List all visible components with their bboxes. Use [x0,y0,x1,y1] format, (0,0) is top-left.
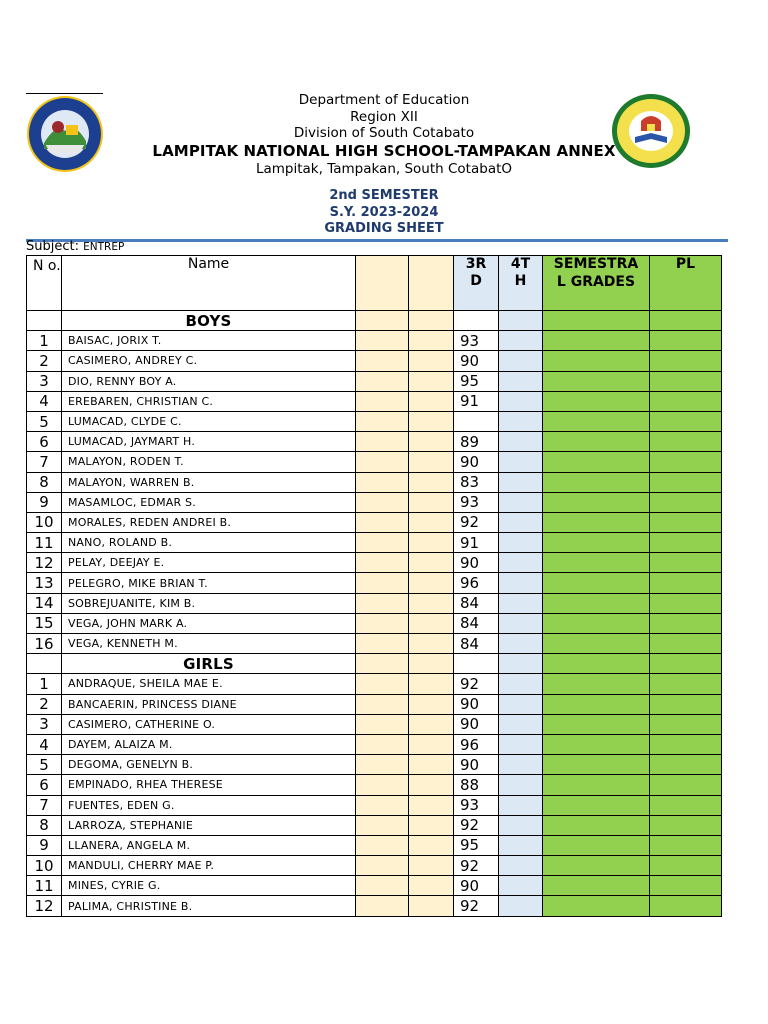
blank-cell [409,674,454,694]
student-name: MORALES, REDEN ANDREI B. [62,512,356,532]
title-rule [26,239,728,242]
blank-cell [409,755,454,775]
table-row [27,694,722,714]
grade-3rd-cell: 88 [454,775,499,795]
semestral-grade-cell [543,492,650,512]
blank-cell [409,573,454,593]
grade-4th-cell [499,452,543,472]
blank-cell [409,654,454,674]
grade-3rd-cell [454,654,499,674]
grade-3rd-cell: 95 [454,835,499,855]
row-number: 5 [27,411,62,431]
blank-cell [356,311,409,331]
semestral-grade-cell [543,835,650,855]
grade-3rd-cell: 90 [454,755,499,775]
region-line: Region XII [350,108,418,125]
blank-cell [409,896,454,916]
grade-4th-cell [499,876,543,896]
student-name: MINES, CYRIE G. [62,876,356,896]
semestral-grade-cell [543,533,650,553]
blank-cell [356,331,409,351]
table-row [27,432,722,452]
grade-3rd-cell: 95 [454,371,499,391]
table-row [27,411,722,431]
grade-4th-cell [499,411,543,431]
semestral-grade-cell [543,411,650,431]
student-name: MANDULI, CHERRY MAE P. [62,856,356,876]
header-pl: PL [650,256,722,311]
blank-cell [356,573,409,593]
student-name: VEGA, JOHN MARK A. [62,613,356,633]
girls-section-row [27,654,722,674]
student-name: BAISAC, JORIX T. [62,331,356,351]
blank-cell [409,734,454,754]
table-row [27,815,722,835]
grade-3rd-cell: 91 [454,391,499,411]
table-row [27,755,722,775]
grade-3rd-cell: 92 [454,674,499,694]
grade-3rd-cell: 92 [454,512,499,532]
semestral-grade-cell [543,311,650,331]
grade-4th-cell [499,472,543,492]
blank-cell [356,512,409,532]
grade-4th-cell [499,795,543,815]
blank-cell [409,371,454,391]
blank-cell [409,452,454,472]
header-blank-1 [356,256,409,311]
row-number: 9 [27,492,62,512]
table-row [27,876,722,896]
semestral-grade-cell [543,896,650,916]
blank-cell [356,634,409,654]
table-row [27,512,722,532]
grade-4th-cell [499,694,543,714]
blank-cell [356,553,409,573]
row-number: 6 [27,775,62,795]
table-row [27,856,722,876]
section-no-cell [27,311,62,331]
grade-4th-cell [499,391,543,411]
blank-cell [409,856,454,876]
grade-4th-cell [499,371,543,391]
row-number: 6 [27,432,62,452]
grade-3rd-cell: 84 [454,593,499,613]
grade-3rd-cell: 93 [454,795,499,815]
pl-cell [650,714,722,734]
student-name: MALAYON, WARREN B. [62,472,356,492]
blank-cell [409,815,454,835]
row-number: 10 [27,512,62,532]
student-name: DEGOMA, GENELYN B. [62,755,356,775]
pl-cell [650,593,722,613]
table-row [27,896,722,916]
blank-cell [356,876,409,896]
grade-4th-cell [499,331,543,351]
table-row [27,593,722,613]
student-name: FUENTES, EDEN G. [62,795,356,815]
grade-3rd-cell: 92 [454,815,499,835]
student-name: PELEGRO, MIKE BRIAN T. [62,573,356,593]
semestral-grade-cell [543,472,650,492]
table-row [27,714,722,734]
student-name: BANCAERIN, PRINCESS DIANE [62,694,356,714]
blank-cell [356,452,409,472]
student-name: MALAYON, RODEN T. [62,452,356,472]
student-name: CASIMERO, CATHERINE O. [62,714,356,734]
grade-4th-cell [499,835,543,855]
blank-cell [409,512,454,532]
semestral-grade-cell [543,674,650,694]
pl-cell [650,573,722,593]
subject-value: ENTREP [83,241,125,253]
table-row [27,391,722,411]
blank-cell [356,795,409,815]
blank-cell [409,634,454,654]
grade-3rd-cell [454,311,499,331]
blank-cell [356,835,409,855]
school-year-label: S.Y. 2023-2024 [329,204,439,220]
semestral-grade-cell [543,371,650,391]
pl-cell [650,351,722,371]
student-name: EREBAREN, CHRISTIAN C. [62,391,356,411]
student-name: LLANERA, ANGELA M. [62,835,356,855]
grade-4th-cell [499,553,543,573]
pl-cell [650,371,722,391]
student-name: PELAY, DEEJAY E. [62,553,356,573]
grade-3rd-cell [454,411,499,431]
table-row [27,775,722,795]
semestral-grade-cell [543,634,650,654]
table-row [27,331,722,351]
pl-cell [650,835,722,855]
row-number: 9 [27,835,62,855]
blank-cell [356,856,409,876]
student-name: NANO, ROLAND B. [62,533,356,553]
semestral-grade-cell [543,714,650,734]
blank-cell [356,432,409,452]
grade-4th-cell [499,593,543,613]
blank-cell [356,755,409,775]
semestral-grade-cell [543,351,650,371]
student-name: VEGA, KENNETH M. [62,634,356,654]
division-line: Division of South Cotabato [293,125,475,141]
blank-cell [356,492,409,512]
pl-cell [650,391,722,411]
pl-cell [650,674,722,694]
semestral-grade-cell [543,815,650,835]
grade-4th-cell [499,613,543,633]
grade-3rd-cell: 84 [454,613,499,633]
grade-3rd-cell: 96 [454,573,499,593]
grade-4th-cell [499,674,543,694]
school-name: LAMPITAK NATIONAL HIGH SCHOOL-TAMPAKAN ANNEX [152,141,616,160]
blank-cell [409,351,454,371]
pl-cell [650,472,722,492]
row-number: 2 [27,694,62,714]
blank-cell [409,331,454,351]
pl-cell [650,533,722,553]
pl-cell [650,634,722,654]
subject-label: Subject: [26,239,79,254]
grade-3rd-cell: 90 [454,553,499,573]
student-name: PALIMA, CHRISTINE B. [62,896,356,916]
blank-cell [356,714,409,734]
header-blank-2 [409,256,454,311]
table-row [27,492,722,512]
student-name: CASIMERO, ANDREY C. [62,351,356,371]
grade-3rd-cell: 89 [454,432,499,452]
grade-4th-cell [499,856,543,876]
grade-4th-cell [499,351,543,371]
pl-cell [650,876,722,896]
student-name: MASAMLOC, EDMAR S. [62,492,356,512]
section-label: GIRLS [62,654,356,674]
blank-cell [409,533,454,553]
semestral-grade-cell [543,512,650,532]
table-row [27,835,722,855]
blank-cell [356,775,409,795]
grade-3rd-cell: 83 [454,472,499,492]
table-row [27,634,722,654]
semestral-grade-cell [543,775,650,795]
semestral-grade-cell [543,613,650,633]
blank-cell [409,391,454,411]
pl-cell [650,815,722,835]
grade-4th-cell [499,533,543,553]
blank-cell [409,876,454,896]
blank-cell [356,815,409,835]
table-row [27,734,722,754]
blank-cell [409,613,454,633]
grade-4th-cell [499,714,543,734]
grade-3rd-cell: 93 [454,331,499,351]
table-header-row [27,256,722,311]
grade-3rd-cell: 92 [454,896,499,916]
row-number: 12 [27,553,62,573]
grade-3rd-cell: 90 [454,714,499,734]
row-number: 15 [27,613,62,633]
semestral-grade-cell [543,654,650,674]
pl-cell [650,331,722,351]
boys-section-row [27,311,722,331]
pl-cell [650,896,722,916]
blank-cell [356,411,409,431]
grade-3rd-cell: 93 [454,492,499,512]
row-number: 3 [27,371,62,391]
semestral-grade-cell [543,331,650,351]
header-no: N o. [27,256,62,311]
row-number: 11 [27,876,62,896]
student-name: DIO, RENNY BOY A. [62,371,356,391]
blank-cell [409,311,454,331]
pl-cell [650,694,722,714]
grade-4th-cell [499,311,543,331]
grade-4th-cell [499,432,543,452]
semestral-grade-cell [543,432,650,452]
section-no-cell [27,654,62,674]
row-number: 11 [27,533,62,553]
row-number: 7 [27,795,62,815]
student-name: LUMACAD, CLYDE C. [62,411,356,431]
pl-cell [650,613,722,633]
student-name: EMPINADO, RHEA THERESE [62,775,356,795]
blank-cell [356,613,409,633]
semestral-grade-cell [543,573,650,593]
student-name: LARROZA, STEPHANIE [62,815,356,835]
grade-3rd-cell: 90 [454,694,499,714]
table-row [27,553,722,573]
sheet-title: GRADING SHEET [324,221,444,236]
row-number: 8 [27,472,62,492]
grade-3rd-cell: 92 [454,856,499,876]
grade-4th-cell [499,815,543,835]
blank-cell [409,411,454,431]
grading-table [26,255,722,917]
pl-cell [650,411,722,431]
grade-3rd-cell: 91 [454,533,499,553]
blank-cell [409,694,454,714]
student-name: ANDRAQUE, SHEILA MAE E. [62,674,356,694]
row-number: 3 [27,714,62,734]
row-number: 2 [27,351,62,371]
pl-cell [650,512,722,532]
table-row [27,613,722,633]
pl-cell [650,775,722,795]
row-number: 1 [27,674,62,694]
table-row [27,795,722,815]
row-number: 16 [27,634,62,654]
semestral-grade-cell [543,452,650,472]
blank-cell [409,775,454,795]
row-number: 14 [27,593,62,613]
section-label: BOYS [62,311,356,331]
semestral-grade-cell [543,734,650,754]
student-name: DAYEM, ALAIZA M. [62,734,356,754]
blank-cell [409,553,454,573]
row-number: 4 [27,734,62,754]
grade-4th-cell [499,654,543,674]
blank-cell [409,714,454,734]
semestral-grade-cell [543,593,650,613]
table-row [27,351,722,371]
blank-cell [409,492,454,512]
row-number: 8 [27,815,62,835]
grade-4th-cell [499,634,543,654]
blank-cell [356,351,409,371]
row-number: 1 [27,331,62,351]
blank-cell [409,593,454,613]
table-row [27,472,722,492]
blank-cell [356,674,409,694]
school-address: Lampitak, Tampakan, South CotabatO [255,160,513,177]
blank-cell [409,795,454,815]
grade-3rd-cell: 84 [454,634,499,654]
semester-label: 2nd SEMESTER [329,188,439,203]
row-number: 12 [27,896,62,916]
student-name: SOBREJUANITE, KIM B. [62,593,356,613]
row-number: 5 [27,755,62,775]
row-number: 7 [27,452,62,472]
semestral-grade-cell [543,391,650,411]
header-4th: 4T H [499,256,543,311]
pl-cell [650,492,722,512]
table-row [27,371,722,391]
pl-cell [650,311,722,331]
semestral-grade-cell [543,795,650,815]
pl-cell [650,856,722,876]
blank-cell [356,654,409,674]
pl-cell [650,734,722,754]
grade-4th-cell [499,896,543,916]
department-line: Department of Education [298,92,470,108]
blank-cell [356,593,409,613]
row-number: 13 [27,573,62,593]
blank-cell [356,533,409,553]
row-number: 4 [27,391,62,411]
table-row [27,573,722,593]
blank-cell [356,694,409,714]
table-row [27,452,722,472]
semestral-grade-cell [543,694,650,714]
table-row [27,533,722,553]
table-row [27,674,722,694]
pl-cell [650,654,722,674]
pl-cell [650,452,722,472]
grade-4th-cell [499,734,543,754]
header-3rd: 3R D [454,256,499,311]
pl-cell [650,553,722,573]
semestral-grade-cell [543,876,650,896]
grade-4th-cell [499,775,543,795]
blank-cell [356,391,409,411]
grade-4th-cell [499,512,543,532]
blank-cell [356,734,409,754]
student-name: LUMACAD, JAYMART H. [62,432,356,452]
grade-3rd-cell: 96 [454,734,499,754]
blank-cell [356,371,409,391]
blank-cell [356,472,409,492]
semestral-grade-cell [543,755,650,775]
subject-line [26,239,124,254]
semestral-grade-cell [543,856,650,876]
blank-cell [409,835,454,855]
blank-cell [356,896,409,916]
grade-3rd-cell: 90 [454,876,499,896]
pl-cell [650,795,722,815]
grade-4th-cell [499,573,543,593]
blank-cell [409,472,454,492]
pl-cell [650,755,722,775]
grade-4th-cell [499,755,543,775]
pl-cell [650,432,722,452]
row-number: 10 [27,856,62,876]
grade-3rd-cell: 90 [454,351,499,371]
grade-3rd-cell: 90 [454,452,499,472]
blank-cell [409,432,454,452]
grade-4th-cell [499,492,543,512]
semestral-grade-cell [543,553,650,573]
header-semestral-grades: SEMESTRA L GRADES [543,256,650,311]
header-name: Name [62,256,356,311]
